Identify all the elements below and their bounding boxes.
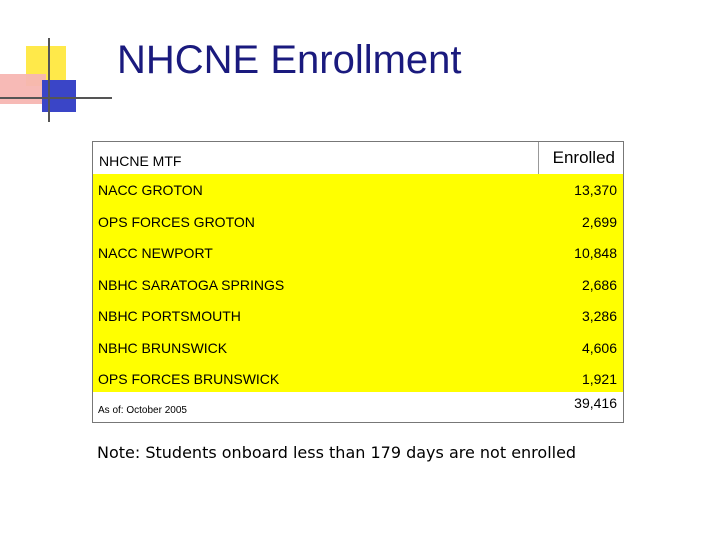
footnote: Note: Students onboard less than 179 days are not enrolled [97,443,577,462]
row-value: 4,606 [581,339,617,356]
table-total-row [93,392,623,422]
table-row [93,363,623,395]
table-row [93,300,623,332]
table-body [93,174,623,395]
row-label: OPS FORCES GROTON [98,213,255,230]
header-mtf: NHCNE MTF [99,153,182,169]
decor-red-square [0,74,46,104]
enrollment-table [92,141,624,423]
row-label: NACC GROTON [98,182,203,198]
row-value: 3,286 [581,308,617,324]
table-row [93,206,623,238]
as-of-date: As of: October 2005 [98,405,187,416]
header-divider [538,142,539,174]
table-row [93,174,623,206]
table-row [93,237,623,269]
row-value: 13,370 [574,182,617,198]
total-enrolled: 39,416 [574,395,617,411]
row-label: NACC NEWPORT [98,245,213,261]
table-header [93,142,623,174]
row-label: NBHC BRUNSWICK [98,339,228,356]
row-value: 2,699 [581,213,617,230]
table-row [93,269,623,301]
page-title: NHCNE Enrollment [117,38,462,82]
row-label: NBHC PORTSMOUTH [98,308,241,324]
row-value: 2,686 [581,276,617,293]
row-value: 1,921 [581,371,617,387]
row-label: OPS FORCES BRUNSWICK [98,371,280,387]
row-value: 10,848 [574,245,617,261]
table-row [93,332,623,364]
row-label: NBHC SARATOGA SPRINGS [98,276,285,293]
decor-horizontal-line [0,97,112,99]
header-enrolled: Enrolled [552,148,615,167]
decor-vertical-line [48,38,50,122]
